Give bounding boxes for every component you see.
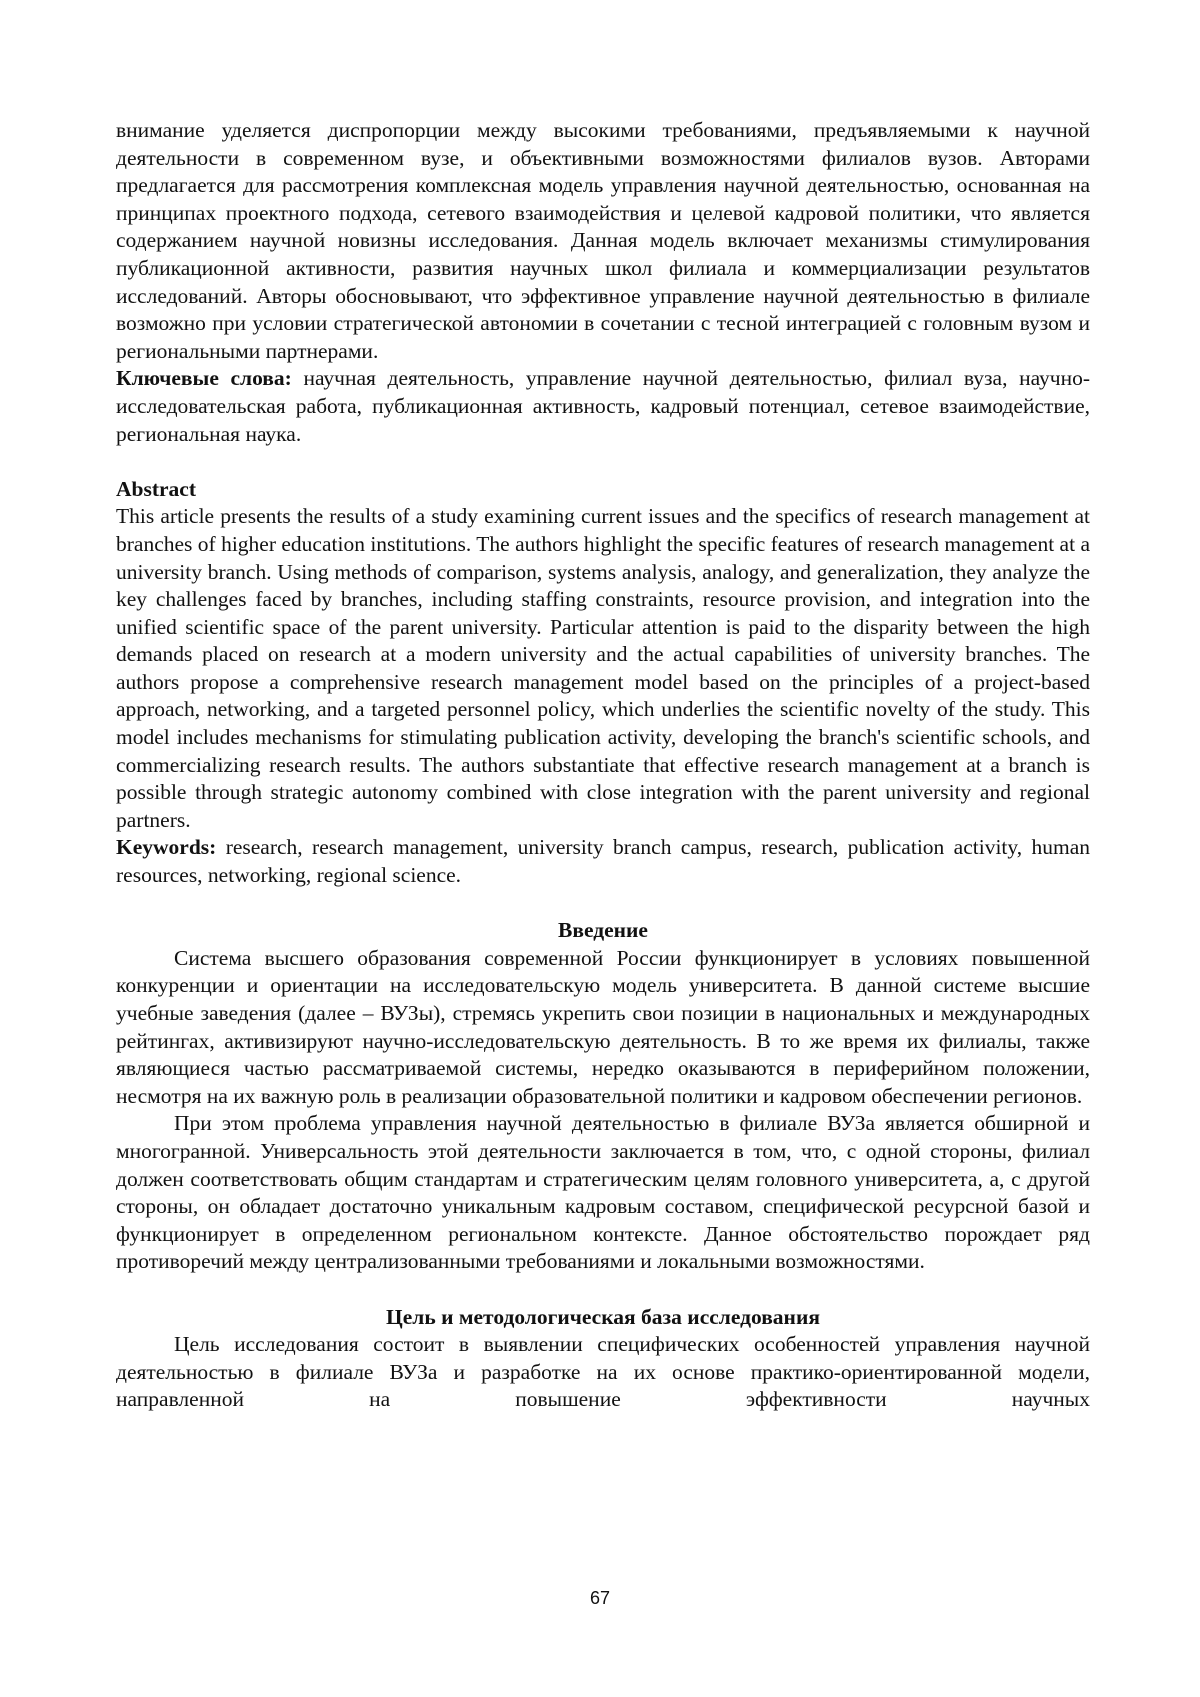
introduction-paragraph-2: При этом проблема управления научной деятельностью в филиале ВУЗа является обширной и многогранной. Универсальность этой деятельности заключается в том, что, с одной стороны, филиал должен соответствовать общим стандартам и стратегическим целям головного университета, а, с другой стороны, он обладает достаточно уникальным кадровым составом, специфической ресурсной базой и функционирует в определенном региональном контексте. Данное обстоятельство порождает ряд противоречий между централизованными требованиями и локальными возможностями. bbox=[116, 1111, 1090, 1274]
introduction-paragraph-1: Система высшего образования современной России функционирует в условиях повышенной конкуренции и ориентации на исследовательскую модель университета. В данной системе высшие учебные заведения (далее – ВУЗы), стремясь укрепить свои позиции в национальных и международных рейтингах, активизируют научно-исследовательскую деятельность. В то же время их филиалы, также являющиеся частью рассматриваемой системы, нередко оказываются в периферийном положении, несмотря на их важную роль в реализации образовательной политики и кадровом обеспечении регионов. bbox=[116, 945, 1090, 1108]
page-number: 67 bbox=[589, 1588, 611, 1608]
keywords-ru-text: научная деятельность, управление научной деятельностью, филиал вуза, научно-исследовательская работа, публикационная активность, кадровый потенциал, сетевое взаимодействие, региональная наука. bbox=[116, 366, 1090, 446]
keywords-en-label: Keywords: bbox=[116, 835, 217, 860]
page-body bbox=[116, 117, 1090, 1414]
abstract-ru-continuation: внимание уделяется диспропорции между высокими требованиями, предъявляемыми к научной деятельности в современном вузе, и объективными возможностями филиалов вузов. Авторами предлагается для рассмотрения комплексная модель управления научной деятельностью, основанная на принципах проектного подхода, сетевого взаимодействия и целевой кадровой политики, что является содержанием научной новизны исследования. Данная модель включает механизмы стимулирования публикационной активности, развития научных школ филиала и коммерциализации результатов исследований. Авторы обосновывают, что эффективное управление научной деятельностью в филиале возможно при условии стратегической автономии в сочетании с тесной интеграцией с головным вузом и региональными партнерами. bbox=[116, 118, 1090, 363]
spacer bbox=[116, 448, 1090, 476]
methodology-heading: Цель и методологическая база исследования bbox=[386, 1304, 820, 1329]
abstract-en-heading: Abstract bbox=[116, 476, 197, 501]
keywords-ru-label: Ключевые слова: bbox=[116, 366, 292, 391]
abstract-en-text: This article presents the results of a study examining current issues and the specifics of research management at branches of higher education institutions. The authors highlight the specific features of research management at a university branch. Using methods of comparison, systems analysis, analogy, and generalization, they analyze the key challenges faced by branches, including staffing constraints, resource provision, and integration into the unified scientific space of the parent university. Particular attention is paid to the disparity between the high demands placed on research at a modern university and the actual capabilities of university branches. The authors propose a comprehensive research management model based on the principles of a project-based approach, networking, and a targeted personnel policy, which underlies the scientific novelty of the study. This model includes mechanisms for stimulating publication activity, developing the branch's scientific schools, and commercializing research results. The authors substantiate that effective research management at a branch is possible through strategic autonomy combined with close integration with the parent university and regional partners. bbox=[116, 504, 1090, 832]
spacer bbox=[116, 1276, 1090, 1304]
spacer bbox=[116, 890, 1090, 918]
introduction-heading: Введение bbox=[558, 918, 648, 943]
keywords-en-text: research, research management, university branch campus, research, publication activity, human resources, networking, regional science. bbox=[116, 835, 1090, 888]
keywords-en bbox=[116, 834, 1090, 889]
keywords-ru bbox=[116, 365, 1090, 448]
methodology-paragraph: Цель исследования состоит в выявлении специфических особенностей управления научной деятельностью в филиале ВУЗа и разработке на их основе практико-ориентированной модели, направленной на повышение эффективности научных bbox=[116, 1332, 1090, 1412]
